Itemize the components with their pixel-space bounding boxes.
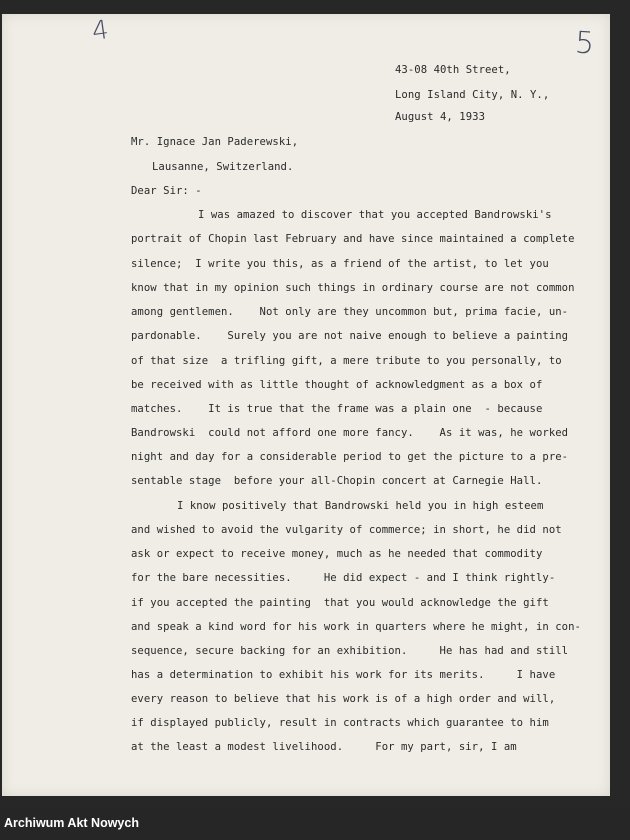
body-line: pardonable. Surely you are not naive enough to believe a painting [131,330,569,342]
archive-footer-bar [0,808,630,840]
body-line: matches. It is true that the frame was a plain one - because [131,403,543,415]
handwritten-page-number: 5 [573,25,596,62]
body-line: has a determination to exhibit his work for its merits. I have [131,669,556,681]
body-line: sequence, secure backing for an exhibition. He has had and still [131,645,569,657]
body-line: be received with as little thought of acknowledgment as a box of [131,379,543,391]
letter-date: August 4, 1933 [395,111,485,123]
recipient-name: Mr. Ignace Jan Paderewski, [131,136,299,148]
body-line: if you accepted the painting that you would acknowledge the gift [131,597,549,609]
body-line: among gentlemen. Not only are they uncommon but, prima facie, un- [131,306,569,318]
body-line: at the least a modest livelihood. For my part, sir, I am [131,741,517,753]
body-line: I was amazed to discover that you accepted Bandrowski's [198,209,552,221]
body-line: of that size a trifling gift, a mere tribute to you personally, to [131,355,562,367]
address-line: Long Island City, N. Y., [395,89,550,101]
body-line: night and day for a considerable period to get the picture to a pre- [131,451,569,463]
body-line: for the bare necessities. He did expect - and I think rightly- [131,572,556,584]
address-line: 43-08 40th Street, [395,64,511,76]
body-line: Bandrowski could not afford one more fancy. As it was, he worked [131,427,569,439]
body-line: and wished to avoid the vulgarity of commerce; in short, he did not [131,524,562,536]
salutation: Dear Sir: - [131,185,202,197]
body-line: and speak a kind word for his work in quarters where he might, in con- [131,621,581,633]
body-line: every reason to believe that his work is of a high order and will, [131,693,556,705]
body-line: ask or expect to receive money, much as he needed that commodity [131,548,543,560]
archive-watermark: Archiwum Akt Nowych [4,816,139,830]
body-line: if displayed publicly, result in contracts which guarantee to him [131,717,549,729]
body-line: sentable stage before your all-Chopin concert at Carnegie Hall. [131,475,543,487]
body-line: know that in my opinion such things in ordinary course are not common [131,282,575,294]
body-line: I know positively that Bandrowski held you in high esteem [177,500,544,512]
recipient-location: Lausanne, Switzerland. [152,161,294,173]
body-line: portrait of Chopin last February and have since maintained a complete [131,233,575,245]
handwritten-page-mark-left: 4 [89,14,111,48]
body-line: silence; I write you this, as a friend of the artist, to let you [131,258,549,270]
